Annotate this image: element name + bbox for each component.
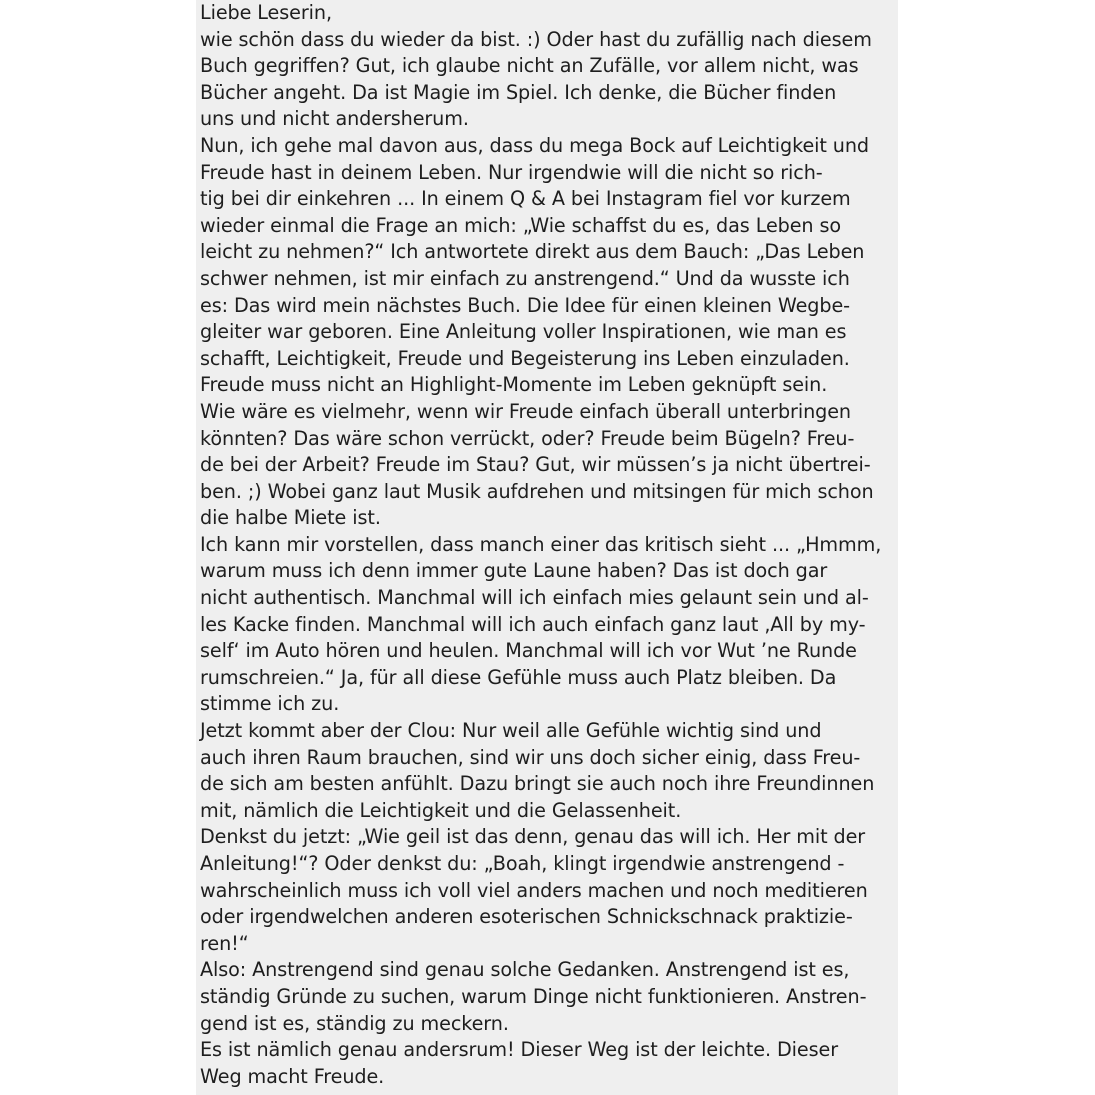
text-line: tig bei dir einkehren ... In einem Q & A bei Instagram fiel vor kurzem xyxy=(200,187,851,211)
text-line: Nun, ich gehe mal davon aus, dass du mega Bock auf Leichtigkeit und xyxy=(200,133,870,157)
text-line: Ich kann mir vorstellen, dass manch einer das kritisch sieht ... „Hmmm, xyxy=(200,532,882,556)
text-line: self‘ im Auto hören und heulen. Manchmal will ich vor Wut ’ne Runde xyxy=(200,639,857,663)
text-line: Buch gegriffen? Gut, ich glaube nicht an Zufälle, vor allem nicht, was xyxy=(200,54,859,78)
text-line: Denkst du jetzt: „Wie geil ist das denn, genau das will ich. Her mit der xyxy=(200,825,866,849)
text-line: wie schön dass du wieder da bist. :) Oder hast du zufällig nach diesem xyxy=(200,27,872,51)
text-line: auch ihren Raum brauchen, sind wir uns doch sicher einig, dass Freu- xyxy=(200,745,861,769)
text-line: ren!“ xyxy=(200,931,249,955)
text-line: mit, nämlich die Leichtigkeit und die Gelassenheit. xyxy=(200,798,682,822)
text-line: les Kacke finden. Manchmal will ich auch einfach ganz laut ‚All by my- xyxy=(200,612,866,636)
text-line: Liebe Leserin, xyxy=(200,1,332,24)
text-line: Jetzt kommt aber der Clou: Nur weil alle Gefühle wichtig sind und xyxy=(200,719,822,743)
text-line: Freude hast in deinem Leben. Nur irgendwie will die nicht so rich- xyxy=(200,160,823,184)
letter-text xyxy=(200,0,900,1090)
text-line: ben. ;) Wobei ganz laut Musik aufdrehen und mitsingen für mich schon xyxy=(200,479,874,503)
text-line: leicht zu nehmen?“ Ich antwortete direkt aus dem Bauch: „Das Leben xyxy=(200,240,865,264)
text-line: de bei der Arbeit? Freude im Stau? Gut, wir müssen’s ja nicht übertrei- xyxy=(200,453,871,477)
text-line: schafft, Leichtigkeit, Freude und Begeisterung ins Leben einzuladen. xyxy=(200,346,850,370)
text-line: wieder einmal die Frage an mich: „Wie schaffst du es, das Leben so xyxy=(200,213,842,237)
text-line: es: Das wird mein nächstes Buch. Die Idee für einen kleinen Wegbe- xyxy=(200,293,850,317)
text-line: nicht authentisch. Manchmal will ich einfach mies gelaunt sein und al- xyxy=(200,586,869,610)
text-line: Also: Anstrengend sind genau solche Gedanken. Anstrengend ist es, xyxy=(200,958,850,982)
text-line: oder irgendwelchen anderen esoterischen Schnickschnack praktizie- xyxy=(200,905,853,929)
text-line: ständig Gründe zu suchen, warum Dinge nicht funktionieren. Anstren- xyxy=(200,984,867,1008)
text-line: Freude muss nicht an Highlight-Momente im Leben geknüpft sein. xyxy=(200,373,828,397)
text-line: stimme ich zu. xyxy=(200,692,340,716)
text-line: Es ist nämlich genau andersrum! Dieser Weg ist der leichte. Dieser xyxy=(200,1038,838,1062)
text-line: gend ist es, ständig zu meckern. xyxy=(200,1011,509,1035)
text-line: gleiter war geboren. Eine Anleitung voller Inspirationen, wie man es xyxy=(200,320,847,344)
text-line: die halbe Miete ist. xyxy=(200,506,381,530)
text-line: uns und nicht andersherum. xyxy=(200,107,469,131)
text-line: Weg macht Freude. xyxy=(200,1064,385,1088)
text-line: warum muss ich denn immer gute Laune haben? Das ist doch gar xyxy=(200,559,828,583)
text-line: Wie wäre es vielmehr, wenn wir Freude einfach überall unterbringen xyxy=(200,399,851,423)
text-line: Anleitung!“? Oder denkst du: „Boah, klingt irgendwie anstrengend - xyxy=(200,852,845,875)
text-line: wahrscheinlich muss ich voll viel anders machen und noch meditieren xyxy=(200,878,868,902)
text-line: Bücher angeht. Da ist Magie im Spiel. Ich denke, die Bücher finden xyxy=(200,80,837,104)
text-line: rumschreien.“ Ja, für all diese Gefühle muss auch Platz bleiben. Da xyxy=(200,665,837,689)
text-line: de sich am besten anfühlt. Dazu bringt sie auch noch ihre Freundinnen xyxy=(200,772,875,796)
text-line: schwer nehmen, ist mir einfach zu anstrengend.“ Und da wusste ich xyxy=(200,266,850,290)
text-line: könnten? Das wäre schon verrückt, oder? Freude beim Bügeln? Freu- xyxy=(200,426,855,450)
